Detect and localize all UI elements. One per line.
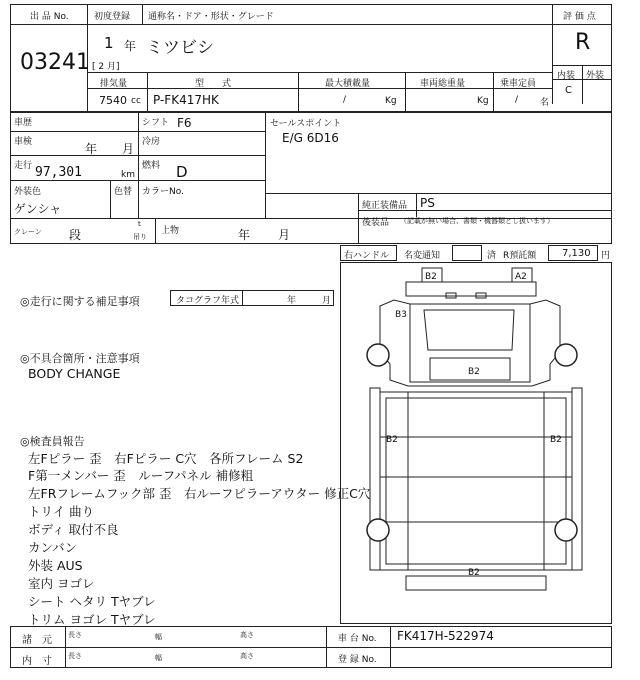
model-name-label: 通称名・ドア・形状・グレード — [148, 12, 274, 22]
upper-body-label: 上物 — [161, 226, 180, 236]
exterior-color-label: 外装色 — [14, 187, 42, 197]
sales-point-label: セールスポイント — [270, 119, 342, 129]
report-line: トリイ 曲り — [28, 504, 95, 519]
name-change-done: 済 — [487, 251, 497, 261]
capacity-label: 乗車定員 — [500, 79, 537, 89]
interior-grade-value: C — [565, 85, 572, 96]
inspection-label: 車検 — [14, 137, 33, 147]
max-load-unit: Kg — [385, 96, 397, 106]
dims-height-label: 高さ — [240, 631, 254, 639]
capacity-unit: 名 — [540, 98, 550, 108]
model-code: P-FK417HK — [153, 93, 219, 107]
lot-label: 出 品 No. — [30, 12, 69, 22]
color-code-label: カラーNo. — [142, 187, 184, 197]
first-registration-label: 初度登録 — [94, 12, 131, 22]
history-label: 車歴 — [14, 118, 33, 128]
lot-number: 03241 — [20, 50, 90, 75]
fuel-label: 燃料 — [142, 161, 161, 171]
report-line: 左Fピラー 歪 右Fピラー C穴 各所フレーム S2 — [28, 451, 304, 466]
diagram-b2-right: B2 — [550, 435, 562, 445]
interior-grade-label: 内装 — [557, 71, 576, 81]
report-line: 外装 AUS — [28, 558, 83, 573]
inspection-month: 月 — [122, 142, 135, 156]
sales-point-value: E/G 6D16 — [282, 131, 339, 145]
recycle-amount: 7,130 — [562, 248, 591, 259]
mileage-unit: km — [121, 170, 135, 180]
recycle-label: R預託額 — [503, 251, 537, 261]
report-line: 室内 ヨゴレ — [28, 576, 95, 591]
upper-body-year: 年 — [238, 228, 251, 242]
exterior-color-value: ゲンシャ — [14, 202, 62, 216]
name-change-label: 名変通知 — [404, 251, 441, 261]
name-change-box — [452, 245, 482, 261]
report-line: シート ヘタリ Tヤブレ — [28, 594, 156, 609]
driving-notes-label: ◎走行に関する補足事項 — [20, 295, 140, 308]
upper-body-month: 月 — [278, 228, 291, 242]
displacement-unit: cc — [131, 96, 141, 106]
car-name: ミツビシ — [146, 38, 214, 58]
registration-month: [ 2 月] — [92, 62, 120, 72]
mileage-value: 97,301 — [35, 165, 82, 180]
defect-text: BODY CHANGE — [28, 366, 121, 381]
report-line: F第一メンバー 歪 ルーフパネル 補修粗 — [28, 468, 254, 483]
tachograph-label: タコグラフ年式 — [176, 296, 240, 306]
aftermarket-note: （記載が無い場合、書類・機器類とし扱います） — [400, 217, 554, 225]
crane-stage: 段 — [69, 228, 82, 242]
interior-height-label: 高さ — [240, 652, 254, 660]
fuel-value: D — [176, 163, 188, 181]
diagram-a2-top: A2 — [515, 272, 527, 282]
recycle-unit: 円 — [601, 251, 611, 261]
inspector-report-label: ◎検査員報告 — [20, 435, 85, 448]
interior-dims-label: 内 寸 — [22, 656, 52, 667]
color-change-label: 色替 — [114, 187, 133, 197]
diagram-b2-bottom: B2 — [468, 568, 480, 578]
max-load-label: 最大積載量 — [325, 79, 371, 89]
dims-width-label: 幅 — [155, 633, 162, 641]
tachograph-month: 月 — [322, 296, 332, 306]
diagram-b2-left: B2 — [386, 435, 398, 445]
chassis-no-value: FK417H-522974 — [397, 629, 494, 643]
exterior-grade-label: 外装 — [586, 71, 605, 81]
dims-length-label: 長さ — [68, 631, 82, 639]
dims-label: 諸 元 — [22, 635, 52, 646]
diagram-b3: B3 — [395, 310, 407, 320]
crane-lift: 吊り — [133, 233, 147, 241]
diagram-b2-top: B2 — [425, 272, 437, 282]
equipment-label: 純正装備品 — [362, 201, 408, 211]
max-load-separator: / — [343, 95, 347, 105]
capacity-separator: / — [515, 95, 519, 105]
gross-weight-label: 車両総重量 — [420, 79, 466, 89]
registration-year-unit: 年 — [124, 39, 137, 53]
mileage-label: 走行 — [14, 161, 33, 171]
report-line: 左FRフレームフック部 歪 右ルーフピラーアウター 修正C穴 — [28, 486, 371, 501]
report-line: カンバン — [28, 540, 78, 555]
gross-weight-unit: Kg — [477, 96, 489, 106]
report-line: ボディ 取付不良 — [28, 522, 119, 537]
tachograph-year: 年 — [287, 296, 297, 306]
aftermarket-label: 後装品 — [362, 218, 390, 228]
inspection-year: 年 — [85, 142, 98, 156]
ac-label: 冷房 — [142, 137, 161, 147]
crane-ton: t — [138, 220, 141, 228]
displacement-label: 排気量 — [100, 79, 128, 89]
diagram-b2-cab: B2 — [468, 367, 480, 377]
shift-value: F6 — [177, 116, 192, 130]
steering-value: 右ハンドル — [344, 251, 390, 261]
defect-label: ◎不具合箇所・注意事項 — [20, 352, 140, 365]
crane-label: クレーン — [14, 228, 42, 236]
registration-year: 1 — [104, 34, 114, 52]
rating-value: R — [575, 30, 591, 55]
equipment-value: PS — [420, 196, 435, 210]
chassis-no-label: 車 台 No. — [338, 634, 377, 644]
registration-no-label: 登 録 No. — [338, 655, 377, 665]
displacement-value: 7540 — [99, 94, 127, 107]
truck-damage-diagram — [340, 262, 612, 624]
shift-label: シフト — [142, 118, 170, 128]
rating-label: 評 価 点 — [563, 12, 596, 22]
report-line: トリム ヨゴレ Tヤブレ — [28, 612, 156, 627]
model-type-label: 型 式 — [195, 79, 232, 89]
interior-width-label: 幅 — [155, 654, 162, 662]
interior-length-label: 長さ — [68, 652, 82, 660]
